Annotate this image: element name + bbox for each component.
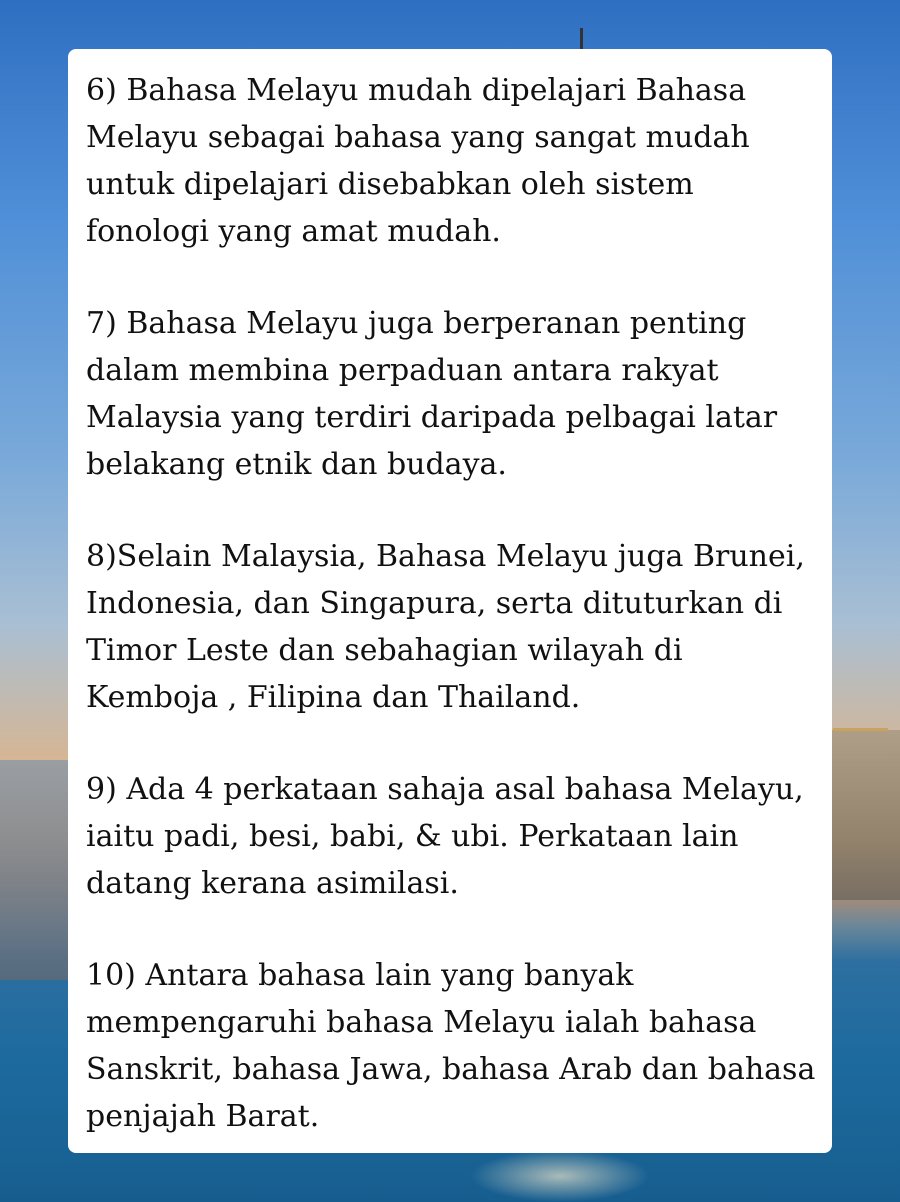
city-skyline-right	[830, 730, 900, 900]
paragraph-8: 8)Selain Malaysia, Bahasa Melayu juga Brunei, Indonesia, dan Singapura, serta dituturkan di Timor Leste dan sebahagian wilayah di Kemboja , Filipina dan Thailand.	[86, 539, 805, 715]
pool-ripple	[470, 1150, 650, 1202]
paragraph-7: 7) Bahasa Melayu juga berperanan penting dalam membina perpaduan antara rakyat Malaysia yang terdiri daripada pelbagai latar belakang etnik dan budaya.	[86, 306, 778, 482]
city-skyline-left	[0, 760, 72, 980]
paragraph-6: 6) Bahasa Melayu mudah dipelajari Bahasa Melayu sebagai bahasa yang sangat mudah untuk dipelajari disebabkan oleh sistem fonologi yang amat mudah.	[86, 73, 750, 249]
construction-crane	[833, 728, 888, 731]
text-card	[68, 49, 832, 1153]
paragraph-10: 10) Antara bahasa lain yang banyak mempengaruhi bahasa Melayu ialah bahasa Sanskrit, bahasa Jawa, bahasa Arab dan bahasa penjajah Barat.	[86, 958, 816, 1134]
paragraph-9: 9) Ada 4 perkataan sahaja asal bahasa Melayu, iaitu padi, besi, babi, & ubi. Perkataan lain datang kerana asimilasi.	[86, 772, 804, 901]
